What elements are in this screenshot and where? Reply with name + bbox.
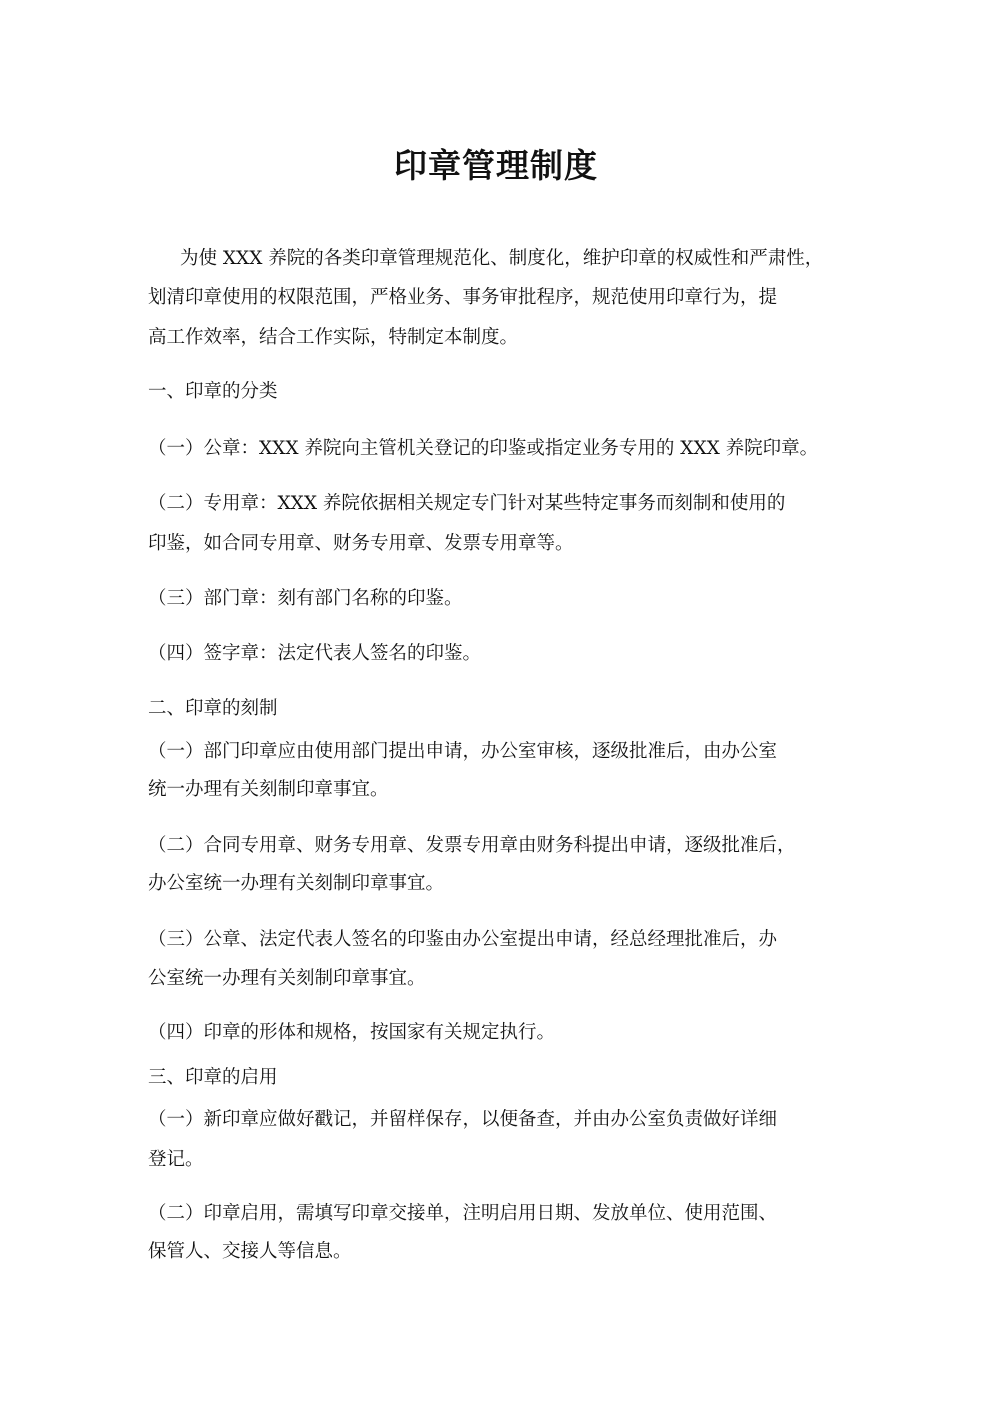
section-2-item-3-line-2: 公室统一办理有关刻制印章事宜。 [148, 968, 426, 989]
section-1-item-2-line-1: （二）专用章：XXX 养院依据相关规定专门针对某些特定事务而刻制和使用的 [148, 493, 786, 514]
intro-line-2: 划清印章使用的权限范围，严格业务、事务审批程序，规范使用印章行为，提 [148, 287, 778, 308]
section-1-item-1: （一）公章：XXX 养院向主管机关登记的印鉴或指定业务专用的 XXX 养院印章。 [148, 438, 819, 459]
section-1-item-3: （三）部门章：刻有部门名称的印鉴。 [148, 588, 463, 609]
section-3-heading: 三、印章的启用 [148, 1067, 278, 1088]
section-3-item-2-line-2: 保管人、交接人等信息。 [148, 1241, 352, 1262]
section-3-item-2-line-1: （二）印章启用，需填写印章交接单，注明启用日期、发放单位、使用范围、 [148, 1203, 778, 1224]
section-1-item-2-line-2: 印鉴，如合同专用章、财务专用章、发票专用章等。 [148, 533, 574, 554]
section-3-item-1-line-2: 登记。 [148, 1149, 204, 1170]
section-2-item-4: （四）印章的形体和规格，按国家有关规定执行。 [148, 1022, 556, 1043]
section-3-item-1-line-1: （一）新印章应做好戳记，并留样保存，以便备查，并由办公室负责做好详细 [148, 1109, 778, 1130]
section-2-item-1-line-1: （一）部门印章应由使用部门提出申请，办公室审核，逐级批准后，由办公室 [148, 741, 778, 762]
intro-line-1: 为使 XXX 养院的各类印章管理规范化、制度化，维护印章的权威性和严肃性， [180, 248, 824, 269]
section-1-heading: 一、印章的分类 [148, 381, 278, 402]
section-1-item-4: （四）签字章：法定代表人签名的印鉴。 [148, 643, 482, 664]
section-2-heading: 二、印章的刻制 [148, 698, 278, 719]
section-2-item-1-line-2: 统一办理有关刻制印章事宜。 [148, 779, 389, 800]
section-2-item-2-line-2: 办公室统一办理有关刻制印章事宜。 [148, 873, 445, 894]
section-2-item-2-line-1: （二）合同专用章、财务专用章、发票专用章由财务科提出申请，逐级批准后， [148, 835, 796, 856]
document-title: 印章管理制度 [394, 146, 598, 185]
section-2-item-3-line-1: （三）公章、法定代表人签名的印鉴由办公室提出申请，经总经理批准后，办 [148, 929, 778, 950]
intro-line-3: 高工作效率，结合工作实际，特制定本制度。 [148, 327, 519, 348]
